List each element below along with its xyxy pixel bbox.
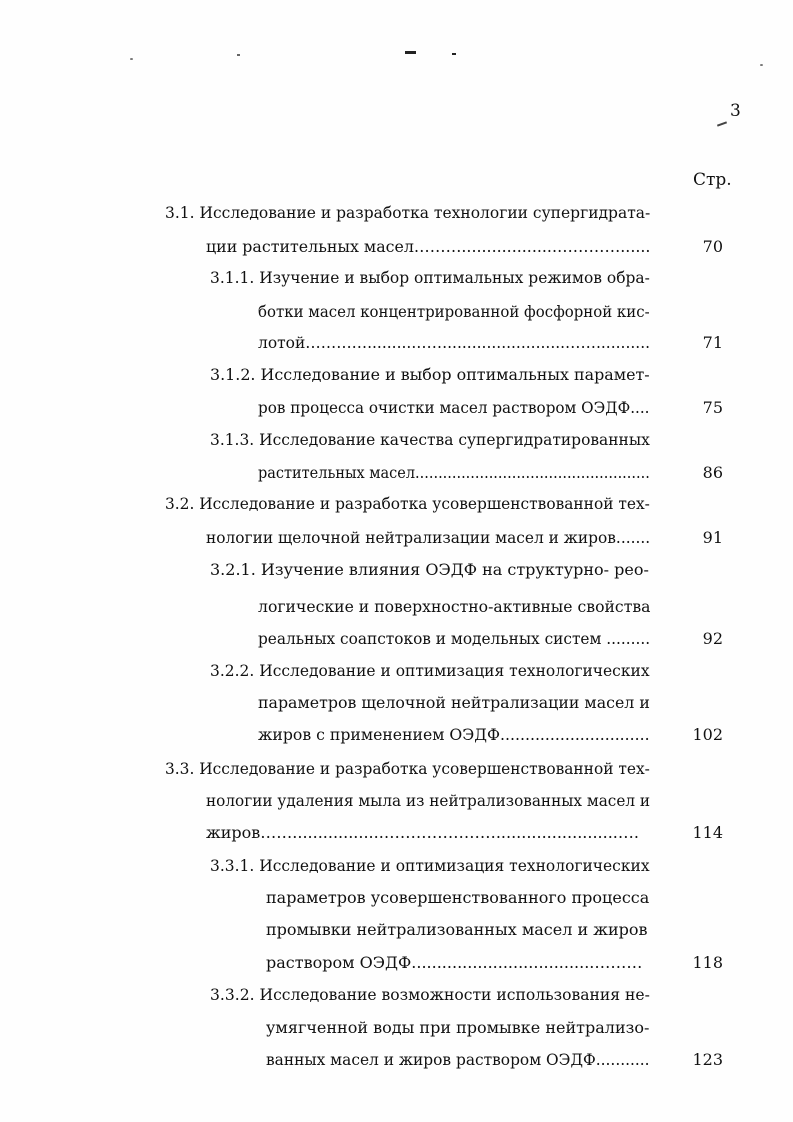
toc-entry-3-1-2-line-2: ров процесса очистки масел раствором ОЭДФ.... <box>258 398 650 417</box>
toc-entry-3-3-1-page: 118 <box>692 953 723 972</box>
toc-entry-3-3-2-line-3: ванных масел и жиров раствором ОЭДФ........... <box>266 1050 650 1069</box>
page-number: 3 <box>730 101 741 121</box>
toc-entry-3-2-2-line-3: жиров с применением ОЭДФ.............................. <box>258 725 650 744</box>
toc-entry-3-1-2-line-1: 3.1.2. Исследование и выбор оптимальных парамет- <box>210 365 650 384</box>
toc-entry-3-2-1-page: 92 <box>702 629 723 648</box>
scan-speck <box>760 64 763 66</box>
toc-entry-3-2-2-page: 102 <box>692 725 723 744</box>
page-column-header: Стр. <box>693 170 732 190</box>
toc-entry-3-1-2-page: 75 <box>702 398 723 417</box>
toc-entry-3-3-1-line-3: промывки нейтрализованных масел и жиров <box>266 920 648 939</box>
toc-entry-3-2-page: 91 <box>702 528 723 547</box>
toc-entry-3-2-2-line-2: параметров щелочной нейтрализации масел и <box>258 693 650 712</box>
toc-entry-3-2-1-line-2: логические и поверхностно-активные свойства <box>258 597 651 616</box>
toc-entry-3-3-1-line-1: 3.3.1. Исследование и оптимизация технологических <box>210 856 650 875</box>
scan-mark <box>452 53 456 55</box>
toc-entry-3-2-1-line-1: 3.2.1. Изучение влияния ОЭДФ на структурно- рео- <box>210 560 649 579</box>
toc-entry-3-3-line-2: нологии удаления мыла из нейтрализованных масел и <box>206 791 651 810</box>
toc-entry-3-2-2-line-1: 3.2.2. Исследование и оптимизация технологических <box>210 661 650 680</box>
toc-entry-3-2-line-1: 3.2. Исследование и разработка усовершенствованной тех- <box>165 494 650 513</box>
toc-entry-3-3-1-line-4: раствором ОЭДФ....................................……… <box>266 953 643 972</box>
toc-entry-3-2-line-2: нологии щелочной нейтрализации масел и жиров....... <box>206 528 651 547</box>
toc-entry-3-1-1-page: 71 <box>702 333 723 352</box>
scan-speck <box>130 58 133 60</box>
toc-entry-3-1-1-line-3: лотой…………..........……........................……........... <box>258 333 651 352</box>
toc-entry-3-1-line-1: 3.1. Исследование и разработка технологии супергидрата- <box>165 203 651 222</box>
toc-entry-3-1-1-line-2: ботки масел концентрированной фосфорной кис- <box>258 302 650 321</box>
toc-entry-3-1-3-line-1: 3.1.3. Исследование качества супергидратированных <box>210 430 650 449</box>
scan-mark <box>717 121 727 126</box>
toc-entry-3-3-line-1: 3.3. Исследование и разработка усовершенствованной тех- <box>165 759 650 778</box>
toc-entry-3-1-3-page: 86 <box>702 463 723 482</box>
scan-mark <box>405 51 416 54</box>
toc-entry-3-3-line-3: жиров……..................…………………........................…. <box>206 823 639 842</box>
toc-entry-3-2-1-line-3: реальных соапстоков и модельных систем ......... <box>258 629 651 648</box>
toc-entry-3-3-2-line-1: 3.3.2. Исследование возможности использования не- <box>210 985 650 1004</box>
toc-entry-3-1-line-2: ции растительных масел………...................…………...... <box>206 237 651 256</box>
toc-entry-3-1-page: 70 <box>702 237 723 256</box>
toc-entry-3-3-1-line-2: параметров усовершенствованного процесса <box>266 888 650 907</box>
toc-entry-3-3-2-line-2: умягченной воды при промывке нейтрализо- <box>266 1018 650 1037</box>
toc-entry-3-3-page: 114 <box>692 823 723 842</box>
toc-entry-3-3-2-page: 123 <box>692 1050 723 1069</box>
toc-entry-3-1-1-line-1: 3.1.1. Изучение и выбор оптимальных режимов обра- <box>210 268 650 287</box>
toc-entry-3-1-3-line-2: растительных масел................................................... <box>258 463 650 482</box>
scan-mark <box>237 54 240 56</box>
